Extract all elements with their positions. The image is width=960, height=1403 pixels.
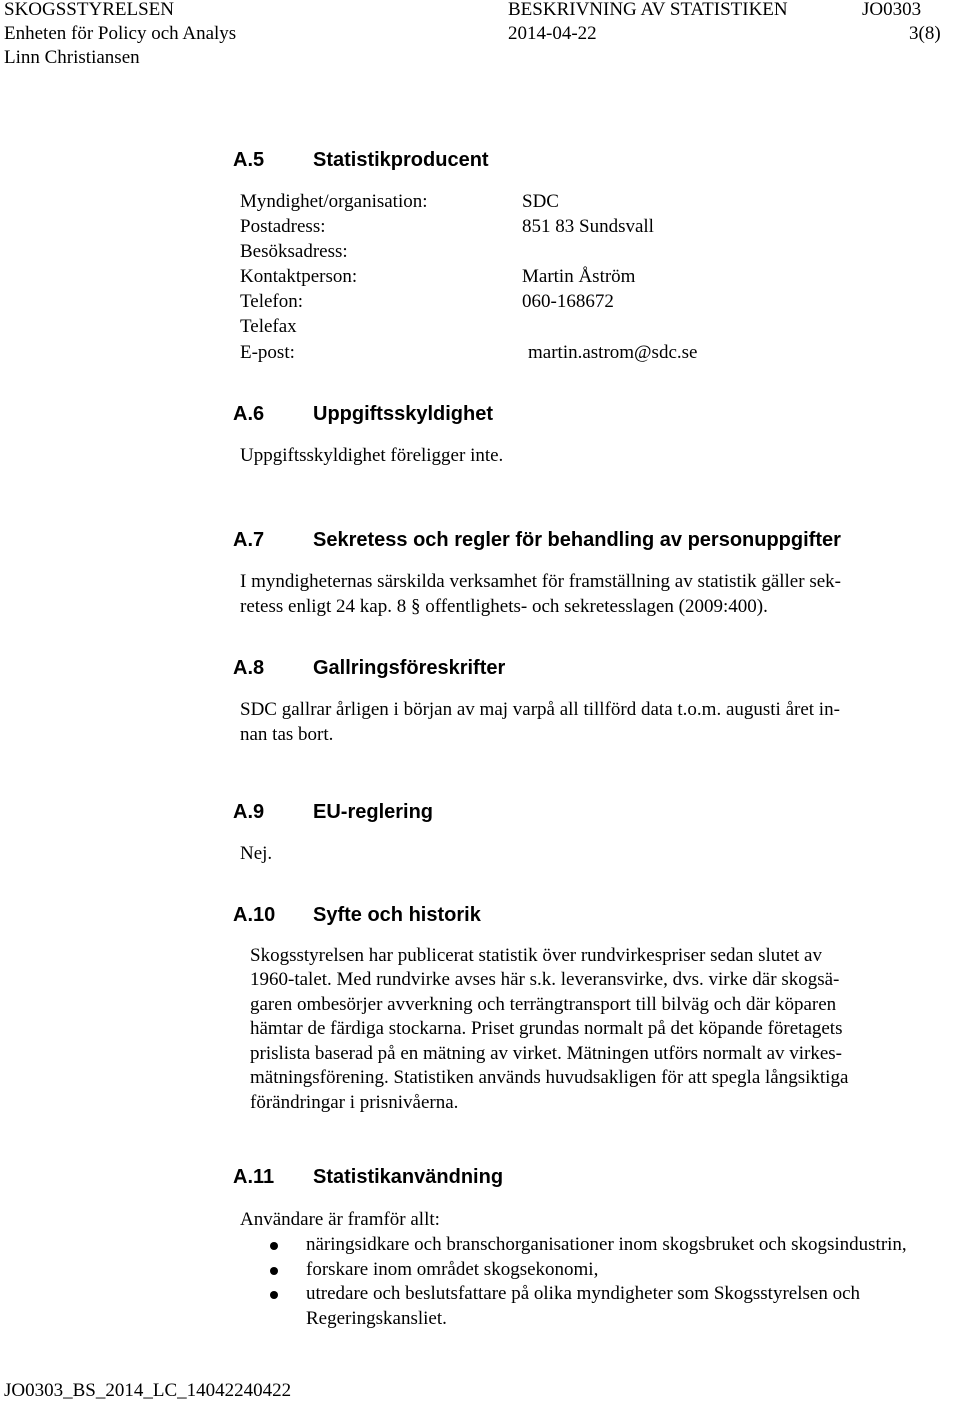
paragraph-line: hämtar de färdiga stockarna. Priset grundas normalt på det köpande företagets: [250, 1018, 843, 1039]
field-label-organisation: Myndighet/organisation:: [240, 191, 428, 212]
field-label-postal-address: Postadress:: [240, 216, 326, 237]
section-title: Syfte och historik: [313, 904, 481, 926]
section-number: A.7: [233, 529, 265, 551]
field-label-visiting-address: Besöksadress:: [240, 241, 348, 262]
section-title: Statistikanvändning: [313, 1166, 504, 1188]
section-number: A.11: [233, 1166, 275, 1188]
section-number: A.10: [233, 904, 276, 926]
section-title: Gallringsföreskrifter: [313, 657, 506, 679]
list-intro: Användare är framför allt:: [240, 1209, 440, 1230]
header-page-number: 3(8): [909, 23, 941, 44]
header-code: JO0303: [862, 0, 922, 20]
paragraph-line: förändringar i prisnivåerna.: [250, 1092, 459, 1113]
paragraph-line: retess enligt 24 kap. 8 § offentlighets- och sekretesslagen (2009:400).: [240, 596, 768, 617]
header-doc-type: BESKRIVNING AV STATISTIKEN: [508, 0, 788, 20]
list-item: [270, 1258, 950, 1283]
bullet-icon: [270, 1267, 278, 1275]
list-item: [270, 1233, 950, 1258]
header-org: SKOGSSTYRELSEN: [4, 0, 174, 20]
list-item-text: forskare inom området skogsekonomi,: [306, 1258, 599, 1280]
users-list: [270, 1233, 950, 1331]
field-label-fax: Telefax: [240, 316, 297, 337]
section-number: A.6: [233, 403, 265, 425]
section-text: Nej.: [240, 843, 273, 864]
list-item-text: utredare och beslutsfattare på olika myndigheter som Skogsstyrelsen och Regeringskansliet.: [306, 1283, 861, 1329]
paragraph-line: I myndigheternas särskilda verksamhet för framställning av statistik gäller sek-: [240, 571, 841, 592]
paragraph-line: 1960-talet. Med rundvirke avses här s.k. leveransvirke, dvs. virke där skogsä-: [250, 969, 840, 990]
list-item: [270, 1282, 950, 1331]
field-value-organisation: SDC: [522, 191, 559, 212]
paragraph-line: Skogsstyrelsen har publicerat statistik över rundvirkespriser sedan slutet av: [250, 945, 822, 966]
footer-doc-id: JO0303_BS_2014_LC_14042240422: [4, 1380, 292, 1401]
bullet-icon: [270, 1242, 278, 1250]
field-value-postal-address: 851 83 Sundsvall: [522, 216, 654, 237]
field-value-contact-person: Martin Åström: [522, 266, 636, 287]
paragraph-line: SDC gallrar årligen i början av maj varpå all tillförd data t.o.m. augusti året in-: [240, 699, 840, 720]
header-date: 2014-04-22: [508, 23, 597, 44]
section-text: Uppgiftsskyldighet föreligger inte.: [240, 445, 504, 466]
section-title: Sekretess och regler för behandling av personuppgifter: [313, 529, 841, 551]
section-title: Statistikproducent: [313, 149, 489, 171]
header-unit: Enheten för Policy och Analys: [4, 23, 237, 44]
field-value-email: martin.astrom@sdc.se: [528, 342, 698, 363]
bullet-icon: [270, 1291, 278, 1299]
paragraph-line: prislista baserad på en mätning av virket. Mätningen utförs normalt av virkes-: [250, 1043, 843, 1064]
field-label-email: E-post:: [240, 342, 295, 363]
section-number: A.5: [233, 149, 265, 171]
header-author: Linn Christiansen: [4, 47, 140, 68]
paragraph-line: nan tas bort.: [240, 724, 334, 745]
field-label-phone: Telefon:: [240, 291, 304, 312]
paragraph-line: garen ombesörjer avverkning och terrängtransport till bilväg och där köparen: [250, 994, 837, 1015]
section-number: A.8: [233, 657, 265, 679]
field-value-phone: 060-168672: [522, 291, 614, 312]
paragraph-line: mätningsförening. Statistiken används huvudsakligen för att spegla långsiktiga: [250, 1067, 849, 1088]
section-title: Uppgiftsskyldighet: [313, 403, 494, 425]
section-title: EU-reglering: [313, 801, 434, 823]
list-item-text: näringsidkare och branschorganisationer inom skogsbruket och skogsindustrin,: [306, 1234, 907, 1255]
section-number: A.9: [233, 801, 265, 823]
field-label-contact-person: Kontaktperson:: [240, 266, 358, 287]
